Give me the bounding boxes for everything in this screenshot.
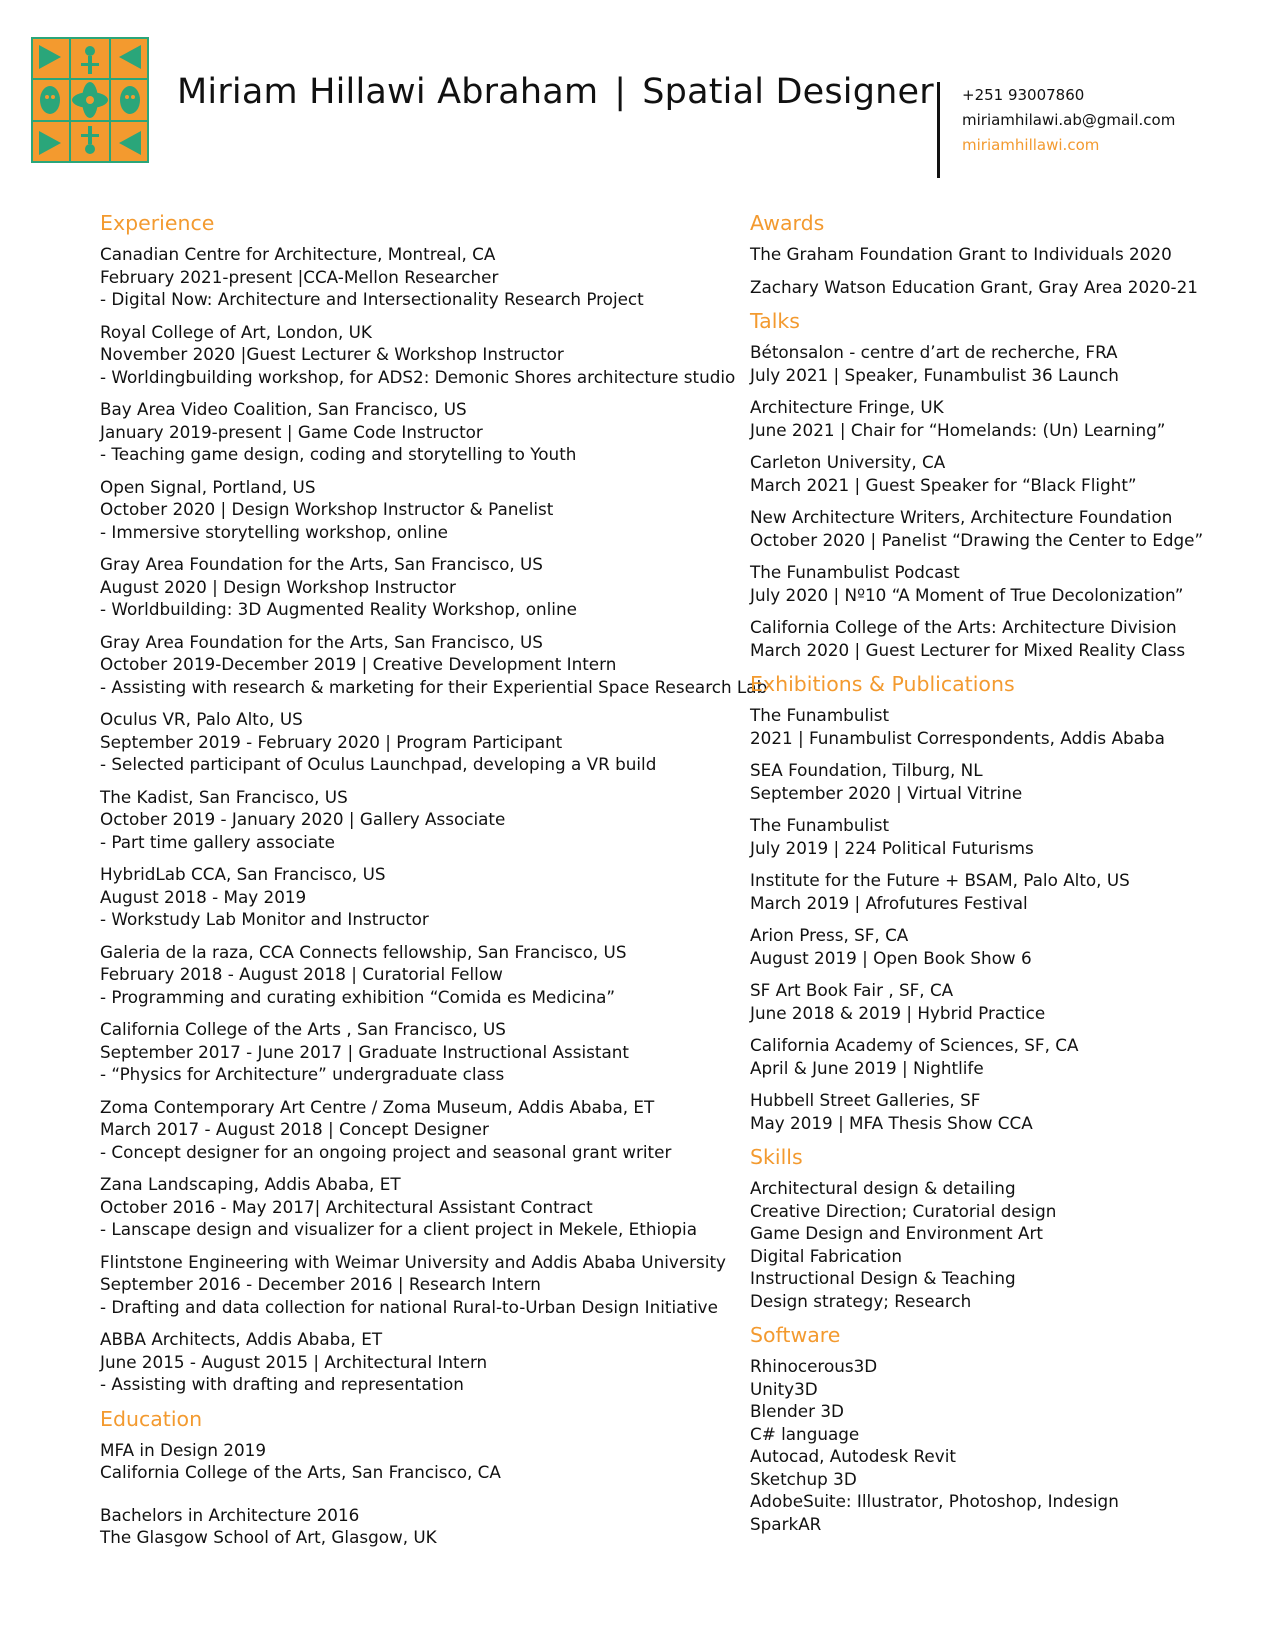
exhibition-detail: August 2019 | Open Book Show 6 xyxy=(750,947,1032,968)
talk-entry xyxy=(750,341,1250,386)
experience-role: October 2016 - May 2017| Architectural Assistant Contract xyxy=(100,1196,593,1217)
experience-role: February 2018 - August 2018 | Curatorial Fellow xyxy=(100,964,503,984)
exhibition-entry xyxy=(750,869,1250,914)
experience-entry xyxy=(100,321,736,389)
title-separator: | xyxy=(614,72,627,112)
experience-desc: - Lanscape design and visualizer for a client project in Mekele, Ethiopia xyxy=(100,1219,697,1239)
exhibition-detail: June 2018 & 2019 | Hybrid Practice xyxy=(750,1002,1046,1023)
exhibition-venue: The Funambulist xyxy=(750,705,890,725)
awards-heading: Awards xyxy=(750,211,825,235)
talk-venue: Bétonsalon - centre d’art de recherche, FRA xyxy=(750,342,1118,362)
exhibition-venue: The Funambulist xyxy=(750,815,890,835)
experience-role: October 2020 | Design Workshop Instructor & Panelist xyxy=(100,499,554,519)
experience-org: Gray Area Foundation for the Arts, San Francisco, US xyxy=(100,631,543,652)
experience-org: Zoma Contemporary Art Centre / Zoma Museum, Addis Ababa, ET xyxy=(100,1096,655,1117)
software-item: Blender 3D xyxy=(750,1401,844,1421)
contact-block xyxy=(962,83,1175,158)
skill-item: Design strategy; Research xyxy=(750,1290,972,1311)
experience-entry xyxy=(100,553,720,621)
education-degree: MFA in Design 2019 xyxy=(100,1439,267,1460)
exhibition-entry xyxy=(750,759,1250,804)
exhibition-entry xyxy=(750,814,1250,859)
experience-org: Gray Area Foundation for the Arts, San Francisco, US xyxy=(100,554,543,574)
experience-role: March 2017 - August 2018 | Concept Designer xyxy=(100,1119,489,1139)
experience-entry xyxy=(100,941,720,1009)
skill-item: Creative Direction; Curatorial design xyxy=(750,1200,1057,1221)
skill-item: Architectural design & detailing xyxy=(750,1178,1016,1198)
experience-role: June 2015 - August 2015 | Architectural Intern xyxy=(100,1351,488,1372)
exhibitions-heading: Exhibitions & Publications xyxy=(750,672,1015,696)
experience-org: Canadian Centre for Architecture, Montreal, CA xyxy=(100,244,496,264)
experience-desc: - Workstudy Lab Monitor and Instructor xyxy=(100,909,429,929)
exhibition-detail: March 2019 | Afrofutures Festival xyxy=(750,892,1028,913)
experience-role: August 2018 - May 2019 xyxy=(100,886,307,907)
experience-heading: Experience xyxy=(100,211,215,235)
education-degree: Bachelors in Architecture 2016 xyxy=(100,1504,360,1525)
software-item: Autocad, Autodesk Revit xyxy=(750,1446,956,1466)
experience-role: September 2017 - June 2017 | Graduate Instructional Assistant xyxy=(100,1041,629,1062)
talk-venue: New Architecture Writers, Architecture Foundation xyxy=(750,507,1173,527)
exhibition-entry xyxy=(750,704,1250,749)
experience-entry xyxy=(100,1251,726,1319)
experience-desc: - Assisting with drafting and representation xyxy=(100,1374,464,1394)
experience-entry xyxy=(100,708,720,776)
software-item: Rhinocerous3D xyxy=(750,1356,878,1376)
exhibition-entry xyxy=(750,1089,1250,1134)
exhibition-venue: Institute for the Future + BSAM, Palo Alto, US xyxy=(750,870,1130,890)
experience-org: HybridLab CCA, San Francisco, US xyxy=(100,864,386,884)
skill-item: Game Design and Environment Art xyxy=(750,1223,1043,1243)
software-item: SparkAR xyxy=(750,1513,822,1534)
contact-email[interactable]: miriamhilawi.ab@gmail.com xyxy=(962,111,1176,129)
experience-entry xyxy=(100,1018,720,1086)
talk-detail: July 2020 | Nº10 “A Moment of True Decolonization” xyxy=(750,584,1184,605)
talk-entry xyxy=(750,506,1250,551)
software-item: Sketchup 3D xyxy=(750,1468,857,1489)
talk-detail: July 2021 | Speaker, Funambulist 36 Launch xyxy=(750,364,1119,385)
exhibition-venue: California Academy of Sciences, SF, CA xyxy=(750,1035,1079,1055)
education-school: California College of the Arts, San Francisco, CA xyxy=(100,1462,501,1482)
experience-role: September 2019 - February 2020 | Program Participant xyxy=(100,731,563,752)
exhibition-detail: July 2019 | 224 Political Futurisms xyxy=(750,837,1034,858)
skills-list xyxy=(750,1177,1250,1312)
skill-item: Digital Fabrication xyxy=(750,1245,903,1266)
experience-desc: - Drafting and data collection for national Rural-to-Urban Design Initiative xyxy=(100,1296,718,1317)
exhibition-entry xyxy=(750,1034,1250,1079)
talk-detail: March 2020 | Guest Lecturer for Mixed Reality Class xyxy=(750,639,1186,660)
experience-desc: - Worldingbuilding workshop, for ADS2: Demonic Shores architecture studio xyxy=(100,366,736,387)
experience-role: October 2019-December 2019 | Creative Development Intern xyxy=(100,654,617,674)
right-column xyxy=(750,210,1250,1535)
experience-role: November 2020 |Guest Lecturer & Workshop Instructor xyxy=(100,344,564,364)
experience-desc: - Part time gallery associate xyxy=(100,831,335,852)
experience-org: ABBA Architects, Addis Ababa, ET xyxy=(100,1329,383,1349)
talk-entry xyxy=(750,616,1250,661)
exhibition-entry xyxy=(750,979,1250,1024)
exhibition-venue: SF Art Book Fair , SF, CA xyxy=(750,980,954,1000)
experience-entry xyxy=(100,476,720,544)
contact-phone: +251 93007860 xyxy=(962,86,1085,104)
exhibition-detail: April & June 2019 | Nightlife xyxy=(750,1057,984,1078)
experience-entry xyxy=(100,243,720,311)
skill-item: Instructional Design & Teaching xyxy=(750,1268,1016,1288)
experience-entry xyxy=(100,631,768,699)
talk-detail: October 2020 | Panelist “Drawing the Center to Edge” xyxy=(750,529,1204,550)
ethiopian-pattern-logo-icon xyxy=(31,37,149,163)
experience-entry xyxy=(100,863,720,931)
experience-role: August 2020 | Design Workshop Instructor xyxy=(100,576,456,597)
header-divider xyxy=(937,82,940,178)
talk-entry xyxy=(750,396,1250,441)
talk-venue: California College of the Arts: Architecture Division xyxy=(750,617,1177,637)
experience-org: Oculus VR, Palo Alto, US xyxy=(100,709,303,729)
software-heading: Software xyxy=(750,1323,841,1347)
exhibition-venue: Arion Press, SF, CA xyxy=(750,925,909,945)
skills-heading: Skills xyxy=(750,1145,803,1169)
exhibition-detail: May 2019 | MFA Thesis Show CCA xyxy=(750,1112,1033,1133)
experience-org: California College of the Arts , San Francisco, US xyxy=(100,1019,506,1039)
experience-desc: - Selected participant of Oculus Launchpad, developing a VR build xyxy=(100,754,657,774)
experience-desc: - Programming and curating exhibition “Comida es Medicina” xyxy=(100,986,616,1007)
experience-role: January 2019-present | Game Code Instructor xyxy=(100,421,483,442)
exhibition-detail: September 2020 | Virtual Vitrine xyxy=(750,782,1023,803)
person-role: Spatial Designer xyxy=(642,72,934,112)
experience-entry xyxy=(100,1096,720,1164)
award-item: The Graham Foundation Grant to Individuals 2020 xyxy=(750,244,1172,264)
talk-detail: June 2021 | Chair for “Homelands: (Un) Learning” xyxy=(750,419,1166,440)
experience-org: The Kadist, San Francisco, US xyxy=(100,786,348,807)
page-title xyxy=(177,72,934,112)
experience-desc: - Worldbuilding: 3D Augmented Reality Workshop, online xyxy=(100,599,577,619)
experience-desc: - Digital Now: Architecture and Intersectionality Research Project xyxy=(100,289,644,309)
exhibition-venue: Hubbell Street Galleries, SF xyxy=(750,1090,981,1110)
education-heading: Education xyxy=(100,1406,203,1431)
exhibition-venue: SEA Foundation, Tilburg, NL xyxy=(750,760,983,780)
talk-entry xyxy=(750,561,1250,606)
experience-desc: - Teaching game design, coding and storytelling to Youth xyxy=(100,444,577,464)
software-list xyxy=(750,1355,1250,1535)
software-item: C# language xyxy=(750,1423,860,1444)
experience-org: Royal College of Art, London, UK xyxy=(100,321,372,342)
exhibitions-list xyxy=(750,704,1250,1134)
experience-entry xyxy=(100,1328,720,1396)
experience-org: Open Signal, Portland, US xyxy=(100,476,316,497)
talk-venue: Carleton University, CA xyxy=(750,452,946,472)
exhibition-detail: 2021 | Funambulist Correspondents, Addis Ababa xyxy=(750,727,1165,748)
talk-venue: The Funambulist Podcast xyxy=(750,562,960,582)
experience-role: September 2016 - December 2016 | Research Intern xyxy=(100,1274,541,1294)
education-school: The Glasgow School of Art, Glasgow, UK xyxy=(100,1527,437,1547)
talks-heading: Talks xyxy=(750,309,800,333)
talk-detail: March 2021 | Guest Speaker for “Black Flight” xyxy=(750,474,1137,495)
person-name: Miriam Hillawi Abraham xyxy=(177,72,599,112)
experience-desc: - Immersive storytelling workshop, online xyxy=(100,521,448,542)
experience-entry xyxy=(100,398,720,466)
experience-org: Flintstone Engineering with Weimar University and Addis Ababa University xyxy=(100,1251,726,1272)
talk-entry xyxy=(750,451,1250,496)
exhibition-entry xyxy=(750,924,1250,969)
experience-org: Galeria de la raza, CCA Connects fellowship, San Francisco, US xyxy=(100,941,627,962)
award-item: Zachary Watson Education Grant, Gray Area 2020-21 xyxy=(750,276,1198,297)
talks-list xyxy=(750,341,1250,661)
experience-desc: - “Physics for Architecture” undergraduate class xyxy=(100,1064,505,1084)
experience-role: February 2021-present |CCA-Mellon Researcher xyxy=(100,266,499,287)
experience-role: October 2019 - January 2020 | Gallery Associate xyxy=(100,809,506,829)
education-list xyxy=(100,1439,720,1549)
experience-list xyxy=(100,243,768,1396)
software-item: AdobeSuite: Illustrator, Photoshop, Indesign xyxy=(750,1491,1119,1511)
experience-desc: - Assisting with research & marketing for their Experiential Space Research Lab xyxy=(100,676,768,697)
experience-org: Bay Area Video Coalition, San Francisco, US xyxy=(100,399,467,419)
experience-entry xyxy=(100,1173,720,1241)
contact-website-link[interactable]: miriamhillawi.com xyxy=(962,136,1100,154)
talk-venue: Architecture Fringe, UK xyxy=(750,397,944,417)
left-column xyxy=(100,210,768,1549)
software-item: Unity3D xyxy=(750,1378,818,1399)
experience-entry xyxy=(100,786,720,854)
experience-org: Zana Landscaping, Addis Ababa, ET xyxy=(100,1174,401,1194)
experience-desc: - Concept designer for an ongoing project and seasonal grant writer xyxy=(100,1141,672,1162)
